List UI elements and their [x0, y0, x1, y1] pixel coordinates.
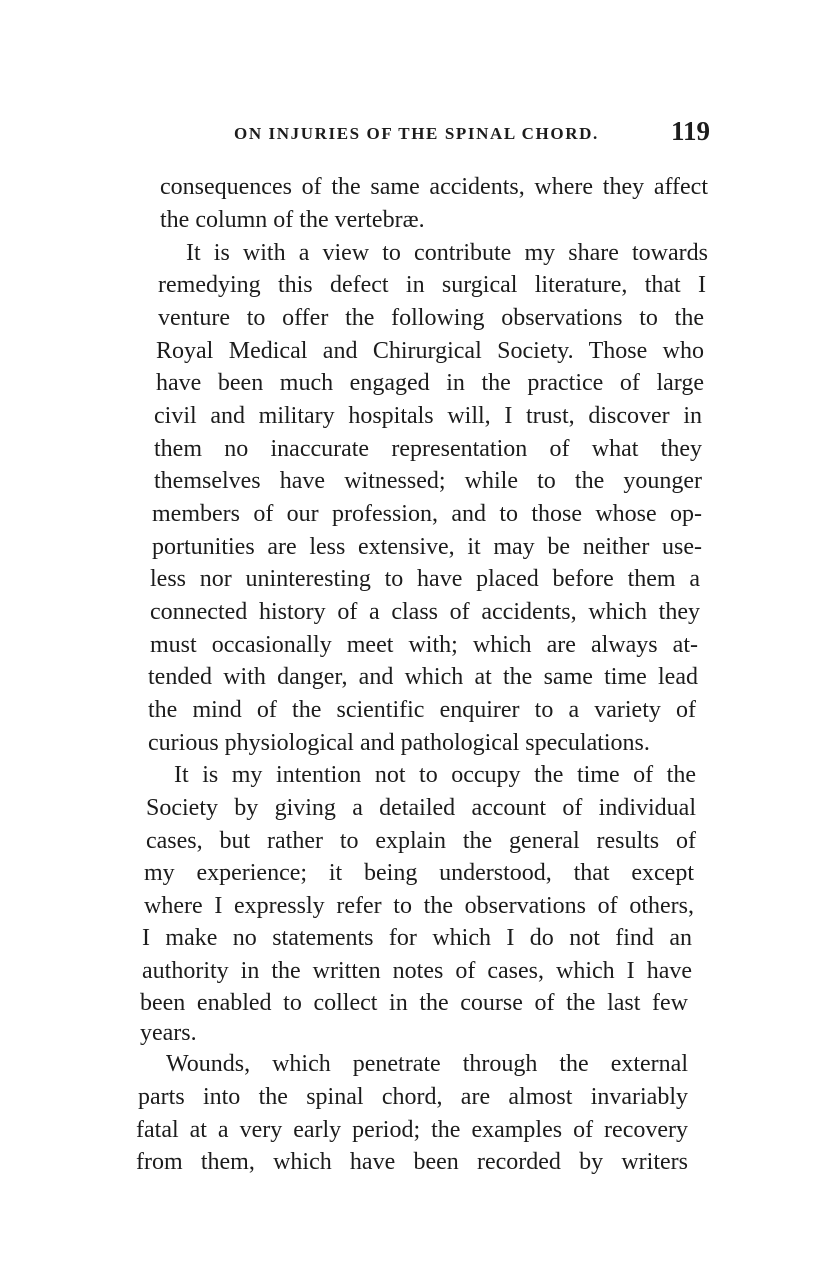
text-line: must occasionally meet with; which are always at- [150, 632, 698, 658]
text-line: have been much engaged in the practice of large [156, 370, 704, 396]
text-line: I make no statements for which I do not find an [142, 925, 692, 951]
text-line: Society by giving a detailed account of individual [146, 795, 696, 821]
running-title: ON INJURIES OF THE SPINAL CHORD. [234, 124, 599, 143]
text-line: the column of the vertebræ. [160, 207, 425, 233]
text-line: my experience; it being understood, that except [144, 860, 694, 886]
text-line: It is with a view to contribute my share towards [186, 240, 708, 266]
text-line: less nor uninteresting to have placed before them a [150, 566, 700, 592]
page-number: 119 [670, 116, 710, 146]
text-line: tended with danger, and which at the same time lead [148, 664, 698, 690]
text-line: where I expressly refer to the observations of others, [144, 893, 694, 919]
text-line: remedying this defect in surgical literature, that I [158, 272, 706, 298]
text-line: years. [140, 1020, 197, 1046]
text-line: venture to offer the following observations to the [158, 305, 704, 331]
text-line: authority in the written notes of cases, which I have [142, 958, 692, 984]
text-line: consequences of the same accidents, where they affect [160, 174, 708, 200]
text-line: themselves have witnessed; while to the younger [154, 468, 702, 494]
text-line: parts into the spinal chord, are almost invariably [138, 1084, 688, 1110]
text-line: them no inaccurate representation of what they [154, 436, 702, 462]
text-line: been enabled to collect in the course of the last few [140, 990, 688, 1016]
text-line: Wounds, which penetrate through the external [166, 1051, 688, 1077]
text-line: cases, but rather to explain the general results of [146, 828, 696, 854]
text-line: Royal Medical and Chirurgical Society. Those who [156, 338, 704, 364]
text-line: members of our profession, and to those whose op- [152, 501, 702, 527]
text-line: civil and military hospitals will, I trust, discover in [154, 403, 702, 429]
text-line: curious physiological and pathological speculations. [148, 730, 650, 756]
text-line: the mind of the scientific enquirer to a variety of [148, 697, 696, 723]
text-line: It is my intention not to occupy the time of the [174, 762, 696, 788]
text-line: portunities are less extensive, it may be neither use- [152, 534, 702, 560]
text-line: from them, which have been recorded by writers [136, 1149, 688, 1175]
text-line: connected history of a class of accidents, which they [150, 599, 700, 625]
text-line: fatal at a very early period; the examples of recovery [136, 1117, 688, 1143]
page-header [150, 116, 716, 156]
